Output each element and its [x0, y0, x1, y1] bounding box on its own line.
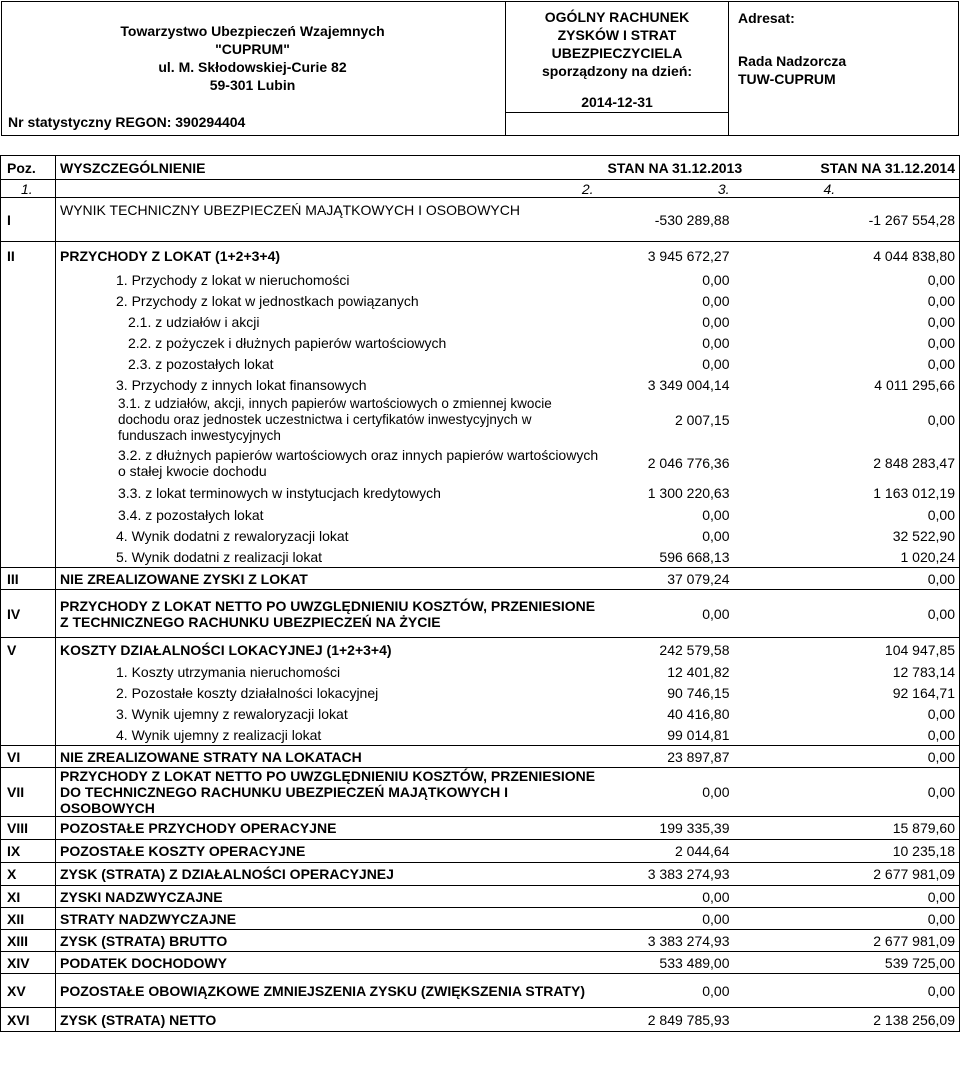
colnum-2: 2. — [56, 180, 604, 198]
row-value-2014: 0,00 — [734, 396, 960, 444]
row-label: 3. Przychody z innych lokat finansowych — [56, 375, 604, 396]
row-poz: I — [1, 198, 56, 242]
table-row — [1, 482, 960, 505]
company-info — [0, 22, 505, 94]
row-value-2013: 90 746,15 — [667, 685, 730, 701]
profit-loss-table — [0, 155, 960, 1032]
row-poz: XV — [1, 974, 56, 1008]
row-value-2013: 40 416,80 — [667, 706, 730, 722]
row-value-2013: 3 383 274,93 — [604, 930, 734, 952]
table-row — [1, 312, 960, 333]
report-date: 2014-12-31 — [581, 94, 653, 110]
report-title-line1: OGÓLNY RACHUNEK — [544, 9, 690, 25]
row-label: 2. Przychody z lokat w jednostkach powiązanych — [56, 291, 604, 312]
row-value-2014: 104 947,85 — [734, 638, 960, 662]
row-label: ZYSK (STRATA) Z DZIAŁALNOŚCI OPERACYJNEJ — [56, 863, 604, 886]
row-poz — [1, 396, 56, 444]
row-poz — [1, 725, 56, 746]
row-poz: XIII — [1, 930, 56, 952]
row-label: PRZYCHODY Z LOKAT NETTO PO UWZGLĘDNIENIU KOSZTÓW, PRZENIESIONE Z TECHNICZNEGO RACHUNKU UBEZPIECZEŃ NA ŻYCIE — [56, 590, 604, 638]
row-label: ZYSK (STRATA) BRUTTO — [56, 930, 604, 952]
row-poz: XVI — [1, 1008, 56, 1032]
row-value-2014: 0,00 — [734, 704, 960, 725]
row-value-2014: 0,00 — [734, 725, 960, 746]
row-poz — [1, 505, 56, 526]
row-label: 3.4. z pozostałych lokat — [56, 505, 604, 526]
row-value-2014: 0,00 — [734, 590, 960, 638]
col-2014-header: STAN NA 31.12.2014 — [734, 156, 960, 180]
table-row — [1, 886, 960, 908]
row-value-2013: 0,00 — [604, 974, 734, 1008]
report-title-line3: UBEZPIECZYCIELA — [551, 45, 683, 61]
table-row — [1, 375, 960, 396]
table-row — [1, 768, 960, 817]
row-value-2013: 23 897,87 — [604, 746, 734, 768]
row-value-2013: 0,00 — [702, 272, 730, 288]
row-value-2014: 0,00 — [734, 291, 960, 312]
colnum-1: 1. — [1, 180, 56, 198]
row-value-2014: -1 267 554,28 — [734, 198, 960, 242]
row-label: POZOSTAŁE PRZYCHODY OPERACYJNE — [56, 817, 604, 840]
row-poz — [1, 354, 56, 375]
row-value-2014: 92 164,71 — [734, 683, 960, 704]
col-desc-header: WYSZCZEGÓLNIENIE — [56, 156, 604, 180]
row-poz: VII — [1, 768, 56, 817]
table-row — [1, 505, 960, 526]
row-value-2014: 0,00 — [734, 908, 960, 930]
row-label: 3.1. z udziałów, akcji, innych papierów wartościowych o zmiennej kwocie dochodu oraz jednostek uczestnictwa i certyfikatów inwestycyjnych w funduszach inwestycyjnych — [56, 396, 604, 444]
row-value-2014: 539 725,00 — [734, 952, 960, 974]
column-number-row — [1, 180, 960, 198]
row-value-2014: 0,00 — [734, 974, 960, 1008]
row-poz — [1, 526, 56, 547]
company-short: "CUPRUM" — [215, 41, 290, 57]
row-value-2013: 2 849 785,93 — [604, 1008, 734, 1032]
table-row — [1, 526, 960, 547]
row-label: 1. Koszty utrzymania nieruchomości — [56, 662, 604, 683]
row-value-2014: 0,00 — [734, 270, 960, 291]
row-label: NIE ZREALIZOWANE STRATY NA LOKATACH — [56, 746, 604, 768]
row-value-2013: 12 401,82 — [667, 664, 730, 680]
table-row — [1, 930, 960, 952]
company-name: Towarzystwo Ubezpieczeń Wzajemnych — [120, 23, 385, 39]
table-row — [1, 638, 960, 662]
regon-number: Nr statystyczny REGON: 390294404 — [8, 114, 246, 130]
col-2013-header: STAN NA 31.12.2013 — [604, 156, 734, 180]
row-label: WYNIK TECHNICZNY UBEZPIECZEŃ MAJĄTKOWYCH I OSOBOWYCH — [56, 198, 604, 242]
table-row — [1, 1008, 960, 1032]
row-value-2014: 12 783,14 — [734, 662, 960, 683]
report-title — [505, 8, 729, 80]
table-row — [1, 863, 960, 886]
row-poz: III — [1, 568, 56, 590]
row-value-2014: 0,00 — [734, 354, 960, 375]
addressee-line2: TUW-CUPRUM — [738, 71, 836, 87]
row-poz — [1, 270, 56, 291]
table-row — [1, 725, 960, 746]
row-label: STRATY NADZWYCZAJNE — [56, 908, 604, 930]
row-value-2013: 0,00 — [702, 507, 730, 523]
table-row — [1, 270, 960, 291]
row-value-2014: 0,00 — [734, 568, 960, 590]
row-label: 5. Wynik dodatni z realizacji lokat — [56, 547, 604, 568]
row-label: PRZYCHODY Z LOKAT (1+2+3+4) — [56, 242, 604, 270]
table-row — [1, 396, 960, 444]
table-row — [1, 704, 960, 725]
table-row — [1, 952, 960, 974]
row-value-2013: 2 007,15 — [675, 411, 730, 428]
row-poz — [1, 291, 56, 312]
col-poz-header: Poz. — [1, 156, 56, 180]
addressee — [738, 52, 846, 88]
column-header-row — [1, 156, 960, 180]
row-value-2013: 0,00 — [604, 886, 734, 908]
row-value-2014: 1 163 012,19 — [734, 482, 960, 505]
table-row — [1, 198, 960, 242]
row-value-2013: 0,00 — [604, 908, 734, 930]
row-value-2013: 1 300 220,63 — [647, 485, 730, 501]
row-poz — [1, 547, 56, 568]
row-value-2013: 3 383 274,93 — [604, 863, 734, 886]
row-poz: IX — [1, 840, 56, 863]
row-poz: VI — [1, 746, 56, 768]
row-value-2013: 2 046 776,36 — [647, 454, 730, 471]
table-row — [1, 974, 960, 1008]
report-title-line4: sporządzony na dzień: — [541, 63, 693, 79]
row-value-2013: 2 044,64 — [604, 840, 734, 863]
table-row — [1, 683, 960, 704]
row-value-2013: 99 014,81 — [667, 726, 730, 743]
row-poz: X — [1, 863, 56, 886]
row-value-2014: 32 522,90 — [734, 526, 960, 547]
report-header — [0, 0, 960, 152]
row-poz: V — [1, 638, 56, 662]
row-label: 4. Wynik dodatni z rewaloryzacji lokat — [56, 526, 604, 547]
row-value-2013: -530 289,88 — [604, 198, 734, 242]
table-row — [1, 242, 960, 270]
row-poz — [1, 444, 56, 482]
table-row — [1, 291, 960, 312]
row-value-2014: 10 235,18 — [734, 840, 960, 863]
row-value-2013: 0,00 — [604, 768, 734, 817]
row-label: 4. Wynik ujemny z realizacji lokat — [56, 725, 604, 746]
table-row — [1, 840, 960, 863]
table-row — [1, 444, 960, 482]
row-value-2014: 0,00 — [734, 505, 960, 526]
row-poz: IV — [1, 590, 56, 638]
table-row — [1, 333, 960, 354]
row-value-2014: 15 879,60 — [734, 817, 960, 840]
row-value-2014: 0,00 — [734, 333, 960, 354]
row-poz: XI — [1, 886, 56, 908]
date-divider — [505, 112, 729, 136]
row-value-2014: 2 848 283,47 — [734, 444, 960, 482]
row-label: POZOSTAŁE OBOWIĄZKOWE ZMNIEJSZENIA ZYSKU (ZWIĘKSZENIA STRATY) — [56, 974, 604, 1008]
row-value-2013: 3 349 004,14 — [647, 377, 730, 393]
row-value-2013: 199 335,39 — [604, 817, 734, 840]
row-label: 3. Wynik ujemny z rewaloryzacji lokat — [56, 704, 604, 725]
row-label: 3.3. z lokat terminowych w instytucjach kredytowych — [56, 482, 604, 505]
report-title-line2: ZYSKÓW I STRAT — [557, 27, 677, 43]
row-label: 2. Pozostałe koszty działalności lokacyjnej — [56, 683, 604, 704]
row-poz — [1, 683, 56, 704]
row-poz: XIV — [1, 952, 56, 974]
row-value-2013: 242 579,58 — [604, 638, 734, 662]
row-value-2013: 0,00 — [702, 314, 730, 330]
addressee-label: Adresat: — [738, 10, 795, 26]
row-label: 1. Przychody z lokat w nieruchomości — [56, 270, 604, 291]
row-value-2014: 0,00 — [734, 746, 960, 768]
row-poz — [1, 704, 56, 725]
row-value-2013: 596 668,13 — [659, 548, 730, 565]
row-value-2014: 4 044 838,80 — [734, 242, 960, 270]
row-poz: XII — [1, 908, 56, 930]
company-city: 59-301 Lubin — [209, 77, 296, 93]
row-value-2014: 2 138 256,09 — [734, 1008, 960, 1032]
table-row — [1, 547, 960, 568]
table-row — [1, 908, 960, 930]
table-row — [1, 662, 960, 683]
colnum-4: 4. — [734, 180, 960, 198]
row-value-2014: 2 677 981,09 — [734, 863, 960, 886]
row-value-2014: 0,00 — [734, 768, 960, 817]
row-poz — [1, 312, 56, 333]
table-row — [1, 590, 960, 638]
row-poz — [1, 333, 56, 354]
row-value-2014: 0,00 — [734, 886, 960, 908]
row-value-2013: 0,00 — [702, 356, 730, 372]
row-label: ZYSK (STRATA) NETTO — [56, 1008, 604, 1032]
row-label: PRZYCHODY Z LOKAT NETTO PO UWZGLĘDNIENIU KOSZTÓW, PRZENIESIONE DO TECHNICZNEGO RACHUNKU UBEZPIECZEŃ MAJĄTKOWYCH I OSOBOWYCH — [56, 768, 604, 817]
row-value-2013: 3 945 672,27 — [604, 242, 734, 270]
row-label: KOSZTY DZIAŁALNOŚCI LOKACYJNEJ (1+2+3+4) — [56, 638, 604, 662]
table-row — [1, 817, 960, 840]
row-label: 2.1. z udziałów i akcji — [56, 312, 604, 333]
colnum-3: 3. — [604, 180, 734, 198]
row-label: 2.3. z pozostałych lokat — [56, 354, 604, 375]
table-row — [1, 354, 960, 375]
row-label: 3.2. z dłużnych papierów wartościowych oraz innych papierów wartościowych o stałej kwocie dochodu — [56, 444, 604, 482]
row-value-2013: 0,00 — [702, 528, 730, 544]
row-label: 2.2. z pożyczek i dłużnych papierów wartościowych — [56, 333, 604, 354]
row-poz — [1, 662, 56, 683]
row-value-2013: 0,00 — [702, 293, 730, 309]
row-value-2013: 0,00 — [604, 590, 734, 638]
table-row — [1, 568, 960, 590]
table-row — [1, 746, 960, 768]
row-poz — [1, 482, 56, 505]
row-label: ZYSKI NADZWYCZAJNE — [56, 886, 604, 908]
row-label: POZOSTAŁE KOSZTY OPERACYJNE — [56, 840, 604, 863]
row-value-2014: 0,00 — [734, 312, 960, 333]
row-value-2013: 37 079,24 — [604, 568, 734, 590]
row-value-2013: 0,00 — [702, 335, 730, 351]
row-poz: II — [1, 242, 56, 270]
company-street: ul. M. Skłodowskiej-Curie 82 — [158, 59, 347, 75]
row-label: NIE ZREALIZOWANE ZYSKI Z LOKAT — [56, 568, 604, 590]
row-value-2014: 4 011 295,66 — [734, 375, 960, 396]
row-value-2013: 533 489,00 — [604, 952, 734, 974]
row-value-2014: 2 677 981,09 — [734, 930, 960, 952]
addressee-line1: Rada Nadzorcza — [738, 53, 847, 69]
row-value-2014: 1 020,24 — [734, 547, 960, 568]
row-poz — [1, 375, 56, 396]
row-poz: VIII — [1, 817, 56, 840]
row-label: PODATEK DOCHODOWY — [56, 952, 604, 974]
